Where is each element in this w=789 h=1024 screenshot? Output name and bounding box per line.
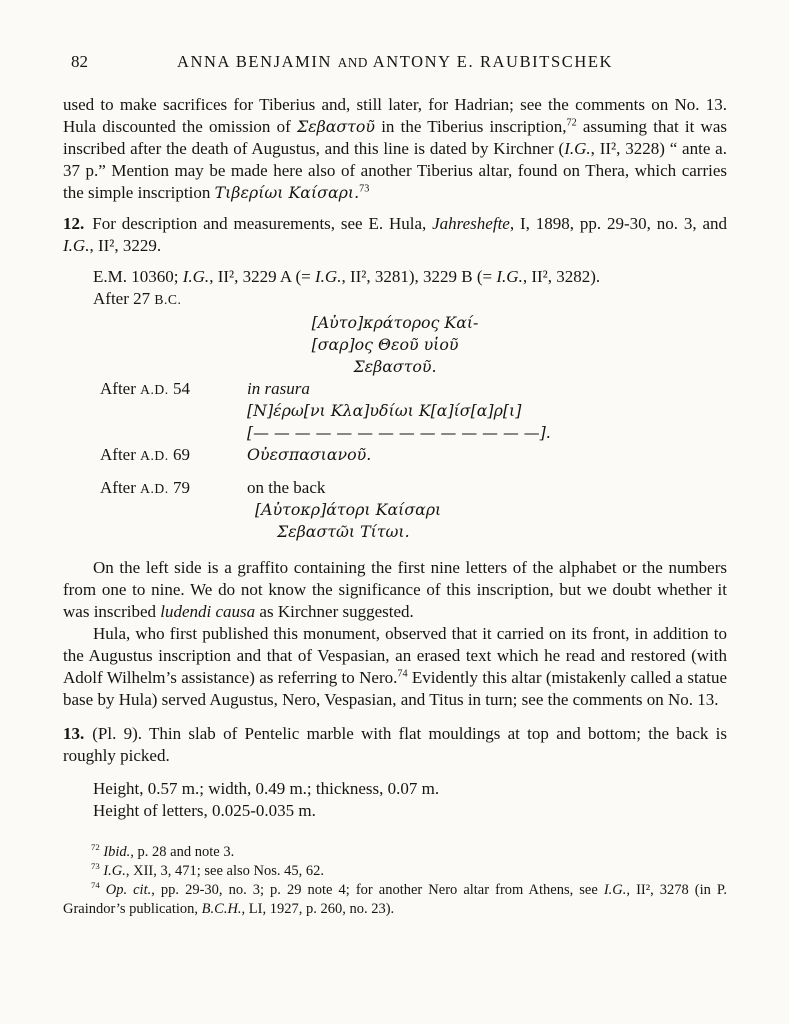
inscription-line: [σαρ]ος Θεοῦ υἱοῦ <box>311 335 459 354</box>
paragraph-continuation: used to make sacrifices for Tiberius and, still later, for Hadrian; see the comments on No. 13. Hula discounted the omission of Σεβαστοῦ in the Tiberius inscription,$^{72}$ assuming that it was inscribed after the death of Augustus, and this line is dated by Kirchner (I.G., II², 3228) “ ante a. 37 p.” Mention may be made here also of another Tiberius altar, found on Thera, which carries the simple inscription Τιβερίωι Καίσαρι.$^{73}$ <box>63 95 727 202</box>
footnotes <box>63 843 727 919</box>
row-content <box>247 444 727 467</box>
reference-line-2: After 27 B.C. <box>93 289 182 308</box>
row-content <box>247 477 727 543</box>
row-content <box>247 378 727 444</box>
row-label: After A.D. 54 <box>100 379 190 398</box>
inscription-line: in rasura <box>247 379 310 398</box>
inscription-line: Σεβαστοῦ. <box>353 357 437 376</box>
reference-line-1: E.M. 10360; I.G., II², 3229 A (= I.G., II², 3281), 3229 B (= I.G., II², 3282). <box>93 267 601 286</box>
row-label: After A.D. 69 <box>100 445 190 464</box>
measurements-block <box>93 778 727 822</box>
page-number: 82 <box>71 52 88 71</box>
entry-13-paragraph: 13. (Pl. 9). Thin slab of Pentelic marble with flat mouldings at top and bottom; the back is roughly picked. <box>63 724 727 765</box>
footnote-72: $^{72}$ Ibid., p. 28 and note 3. <box>91 842 235 860</box>
inscription-line: Οὐεσπασιανοῦ. <box>247 445 372 464</box>
page-body <box>63 94 727 919</box>
row-label: After A.D. 79 <box>100 478 190 497</box>
page-header <box>63 52 727 74</box>
inscription-line: [Αὐτο]κράτορος Καί- <box>311 313 479 332</box>
inscription-row-ad69 <box>100 444 727 467</box>
inscription-line: [Αὐτοκρ]άτορι Καίσαρι <box>255 500 442 519</box>
entry-12-paragraph: 12. For description and measurements, see E. Hula, Jahreshefte, I, 1898, pp. 29-30, no. 3, and I.G., II², 3229. <box>63 214 727 255</box>
inscription-row-ad54 <box>100 378 727 444</box>
paragraph-graffito: On the left side is a graffito containing the first nine letters of the alphabet or the numbers from one to nine. We do not know the significance of this inscription, but we doubt whether it was inscribed ludendi causa as Kirchner suggested. <box>63 558 727 621</box>
inscription-line: on the back <box>247 478 326 497</box>
footnote-73: $^{73}$ I.G., XII, 3, 471; see also Nos. 45, 62. <box>91 861 325 879</box>
reference-block <box>93 266 727 311</box>
inscription-rows <box>63 378 727 543</box>
inscription-augustus <box>63 312 727 378</box>
footnote-74: $^{74}$ Op. cit., pp. 29-30, no. 3; p. 29 note 4; for another Nero altar from Athens, see I.G., II², 3278 (in P. Graindor’s publication, B.C.H., LI, 1927, p. 260, no. 23). <box>63 880 728 917</box>
measurements-line-1: Height, 0.57 m.; width, 0.49 m.; thickness, 0.07 m. <box>93 779 440 798</box>
inscription-row-ad79 <box>100 477 727 543</box>
inscription-line: [— — — — — — — — — — — — — —]. <box>247 423 551 442</box>
paragraph-hula: Hula, who first published this monument, observed that it carried on its front, in addition to the Augustus inscription and that of Vespasian, an erased text which he read and restored (with Adolf Wilhelm’s assistance) as referring to Nero.$^{74}$ Evidently this altar (mistakenly called a statue base by Hula) served Augustus, Nero, Vespasian, and Titus in turn; see the comments on No. 13. <box>63 624 727 709</box>
inscription-line: [Ν]έρω[νι Κλα]υδίωι Κ[α]ίσ[α]ρ[ι] <box>247 401 522 420</box>
running-header-authors: ANNA BENJAMIN AND ANTONY E. RAUBITSCHEK <box>176 52 614 71</box>
measurements-line-2: Height of letters, 0.025-0.035 m. <box>93 801 316 820</box>
inscription-line: Σεβαστῶι Τίτωι. <box>277 522 410 541</box>
